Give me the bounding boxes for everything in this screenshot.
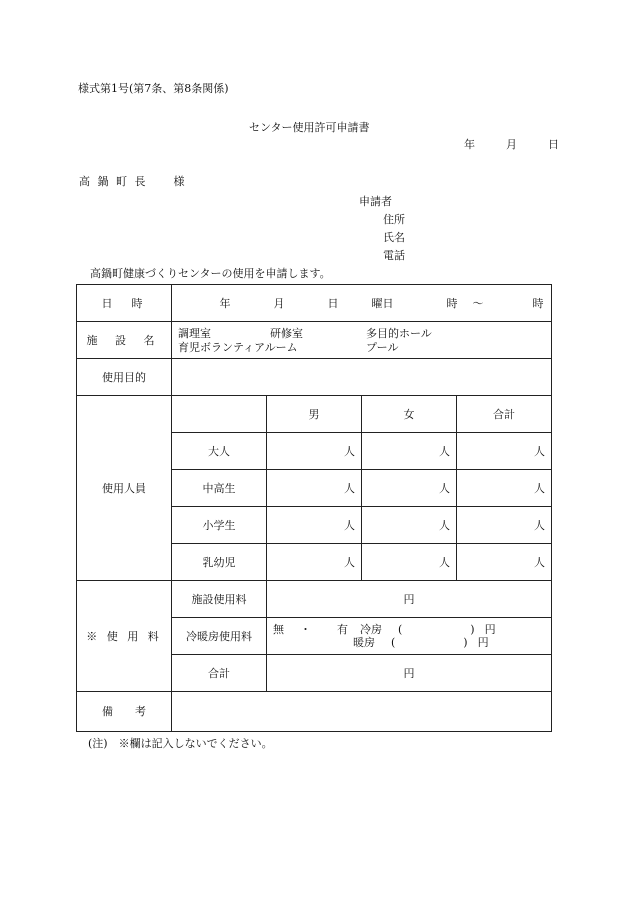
datetime-tilde: ～ — [472, 296, 484, 310]
fee-ac-cooling-paren-open: ( — [398, 623, 403, 636]
people-elementary-male[interactable]: 人 — [267, 507, 362, 544]
remarks-field[interactable] — [172, 692, 552, 732]
people-header-total: 合計 — [457, 396, 552, 433]
date-line — [464, 138, 559, 152]
fee-label: ※ 使 用 料 — [77, 581, 172, 692]
facility-option-pool[interactable]: プール — [366, 340, 399, 354]
row-purpose — [77, 359, 552, 396]
fee-ac-heating-paren-close: ) — [463, 636, 468, 649]
facility-option-cooking-room[interactable]: 調理室 — [178, 326, 211, 340]
facility-label: 施 設 名 — [77, 322, 172, 359]
row-facility — [77, 322, 552, 359]
people-row-infant: 乳幼児 — [172, 544, 267, 581]
intro-text: 高鍋町健康づくりセンターの使用を申請します。 — [90, 267, 331, 280]
applicant-heading: 申請者 — [359, 195, 392, 208]
people-elementary-female[interactable]: 人 — [362, 507, 457, 544]
fee-ac-heating-paren-open: ( — [391, 636, 396, 649]
document-title: センター使用許可申請書 — [249, 121, 370, 134]
fee-facility-amount[interactable]: 円 — [267, 581, 552, 618]
people-header-male: 男 — [267, 396, 362, 433]
facility-option-childcare-volunteer-room[interactable]: 育児ボランティアルーム — [178, 340, 298, 354]
datetime-year: 年 — [219, 296, 231, 310]
fee-total-label: 合計 — [172, 655, 267, 692]
people-infant-male[interactable]: 人 — [267, 544, 362, 581]
fee-ac-cooling-yen: 円 — [484, 623, 496, 636]
fee-ac-cooling-label: 冷房 — [360, 623, 382, 636]
people-adult-total[interactable]: 人 — [457, 433, 552, 470]
people-infant-female[interactable]: 人 — [362, 544, 457, 581]
fee-ac-none[interactable]: 無 — [273, 623, 284, 636]
people-infant-total[interactable]: 人 — [457, 544, 552, 581]
purpose-field[interactable] — [172, 359, 552, 396]
fee-ac-label: 冷暖房使用料 — [172, 618, 267, 655]
datetime-day: 日 — [327, 296, 339, 310]
facility-options — [172, 322, 552, 359]
people-elementary-total[interactable]: 人 — [457, 507, 552, 544]
people-secondary-total[interactable]: 人 — [457, 470, 552, 507]
fee-ac-cooling-line — [273, 623, 545, 636]
row-fee-facility — [77, 581, 552, 618]
fee-ac-yes[interactable]: 有 — [337, 623, 348, 636]
application-table — [76, 284, 552, 732]
row-remarks — [77, 692, 552, 732]
datetime-label: 日 時 — [77, 285, 172, 322]
datetime-weekday: 曜日 — [371, 296, 394, 310]
people-row-secondary: 中高生 — [172, 470, 267, 507]
addressee: 高 鍋 町 長 様 — [79, 175, 187, 188]
fee-ac-heating-label: 暖房 — [353, 636, 375, 649]
people-row-adult: 大人 — [172, 433, 267, 470]
row-people-header — [77, 396, 552, 433]
people-secondary-female[interactable]: 人 — [362, 470, 457, 507]
datetime-hour-to: 時 — [532, 296, 544, 310]
people-adult-male[interactable]: 人 — [267, 433, 362, 470]
fee-facility-label: 施設使用料 — [172, 581, 267, 618]
purpose-label: 使用目的 — [77, 359, 172, 396]
datetime-field[interactable] — [172, 285, 552, 322]
applicant-phone-label: 電話 — [383, 249, 405, 262]
footnote: (注) ※欄は記入しないでください。 — [88, 737, 273, 750]
applicant-address-label: 住所 — [383, 213, 405, 226]
fee-ac-heating-line — [273, 636, 545, 649]
row-datetime — [77, 285, 552, 322]
people-label: 使用人員 — [77, 396, 172, 581]
fee-total-amount[interactable]: 円 — [267, 655, 552, 692]
facility-option-multipurpose-hall[interactable]: 多目的ホール — [366, 326, 432, 340]
people-secondary-male[interactable]: 人 — [267, 470, 362, 507]
people-header-blank — [172, 396, 267, 433]
fee-ac-amount[interactable] — [267, 618, 552, 655]
people-header-female: 女 — [362, 396, 457, 433]
people-row-elementary: 小学生 — [172, 507, 267, 544]
date-month: 月 — [506, 138, 517, 151]
facility-option-training-room[interactable]: 研修室 — [270, 326, 303, 340]
date-day: 日 — [548, 138, 559, 151]
datetime-month: 月 — [273, 296, 285, 310]
applicant-name-label: 氏名 — [383, 231, 405, 244]
form-number: 様式第1号(第7条、第8条関係) — [78, 82, 229, 95]
remarks-label: 備 考 — [77, 692, 172, 732]
date-year: 年 — [464, 138, 475, 151]
fee-ac-heating-yen: 円 — [477, 636, 489, 649]
datetime-hour-from: 時 — [446, 296, 458, 310]
fee-ac-cooling-paren-close: ) — [470, 623, 475, 636]
fee-ac-dot: ・ — [300, 623, 311, 636]
people-adult-female[interactable]: 人 — [362, 433, 457, 470]
